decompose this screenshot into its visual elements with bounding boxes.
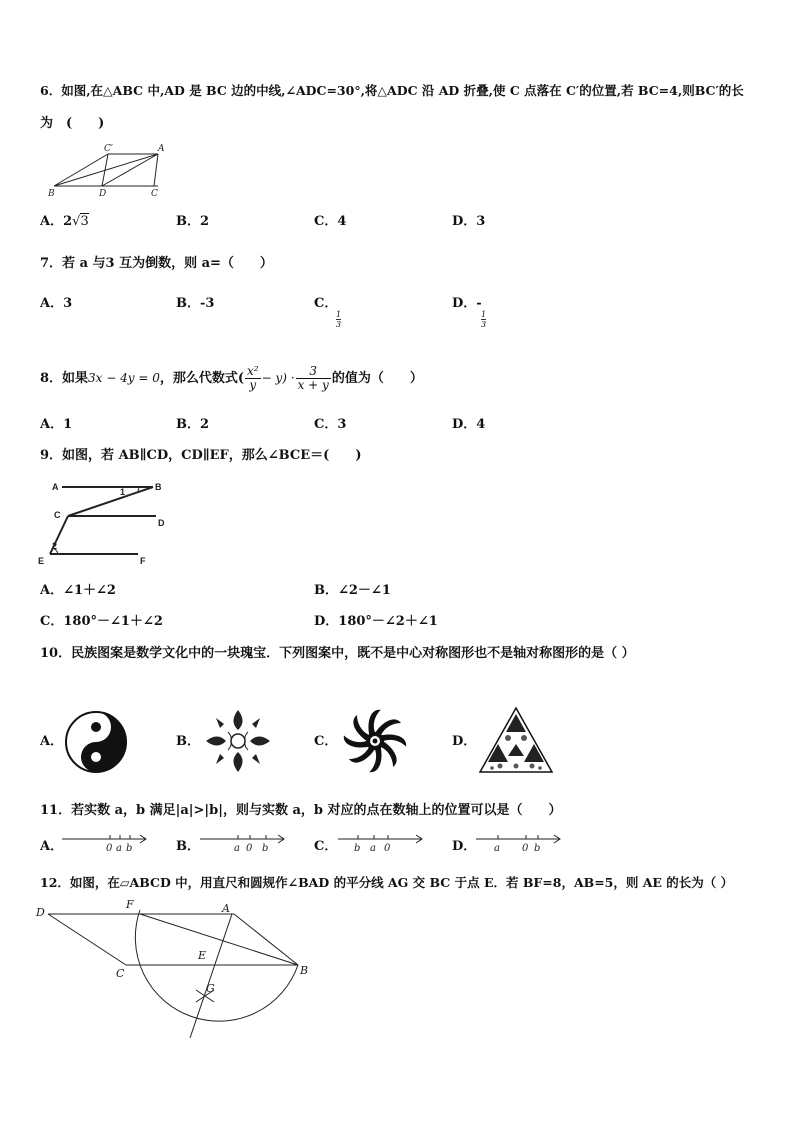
q6-option-a-radicand: 3 [80, 214, 89, 229]
q11-b-tick-1: a [234, 843, 240, 854]
q8-stem-mid: ，那么代数式( [159, 371, 245, 386]
q12-stem: 12．如图，在▱ABCD 中，用直尺和圆规作∠BAD 的平分线 AG 交 BC 于点 E．若 BF=8，AB=5，则 AE 的长为（ ） [40, 875, 734, 890]
q11-stem: 11．若实数 a，b 满足|a|>|b|，则与实数 a，b 对应的点在数轴上的位置可以是（ ） [40, 803, 562, 818]
q9-option-c[interactable]: C．180°－∠1＋∠2 [40, 614, 163, 629]
q6-stem-line1: 6．如图,在△ABC 中,AD 是 BC 边的中线,∠ADC=30°,将△ADC 沿 AD 折叠,使 C 点落在 C′的位置,若 BC=4,则BC′的长 [40, 83, 744, 98]
q6-figure [46, 142, 176, 202]
q11-option-c[interactable]: C． [314, 839, 338, 854]
q8-option-c[interactable]: C．3 [314, 417, 347, 432]
q9-label-angle1: 1 [120, 487, 126, 497]
q12-label-c: C [116, 967, 125, 980]
q12-figure [36, 898, 326, 1038]
q11-c-tick-2: a [370, 843, 376, 854]
pinwheel-flower-icon [340, 706, 410, 776]
q6-option-c[interactable]: C．4 [314, 214, 347, 229]
q10-option-d[interactable]: D． [452, 734, 477, 749]
q10-stem: 10．民族图案是数学文化中的一块瑰宝．下列图案中，既不是中心对称图形也不是轴对称图形的是（ ） [40, 646, 635, 661]
q9-figure [38, 478, 178, 568]
q7-option-b[interactable]: B．-3 [176, 296, 215, 311]
q8-fraction-2 [296, 365, 331, 392]
q7-c-frac-den: 3 [336, 320, 342, 329]
q9-label-f: F [140, 556, 146, 566]
q9-label-c: C [54, 510, 61, 520]
q7-d-frac-num: 1 [481, 310, 487, 319]
q7-option-d[interactable]: D．- [452, 296, 482, 311]
q12-label-e: E [198, 949, 207, 962]
q7-c-frac-num: 1 [336, 310, 342, 319]
q12-label-g: G [206, 982, 215, 995]
q12-label-f: F [126, 898, 134, 911]
q6-label-cprime: C′ [104, 144, 113, 154]
q8-equation: 3x − 4y = 0 [88, 371, 160, 385]
q9-stem: 9．如图，若 AB∥CD，CD∥EF，那么∠BCE＝( ) [40, 448, 362, 463]
q9-label-d: D [158, 518, 165, 528]
q6-option-d[interactable]: D．3 [452, 214, 486, 229]
q11-a-tick-3: b [126, 843, 133, 854]
q8-frac2-den: x + y [297, 378, 329, 392]
q9-label-angle2: 2 [52, 541, 58, 551]
q11-a-tick-1: 0 [106, 843, 113, 854]
q8-stem-prefix: 8．如果 [40, 371, 89, 386]
sqrt-icon: √ [72, 214, 81, 229]
q11-d-tick-1: a [494, 843, 500, 854]
q9-label-a: A [52, 482, 59, 492]
q11-number-line-c[interactable] [338, 832, 448, 852]
q12-label-d: D [36, 906, 45, 919]
q6-stem-line2: 为 ( ) [40, 116, 105, 131]
q10-option-c[interactable]: C． [314, 734, 338, 749]
q8-frac1-num: x² [247, 364, 259, 378]
q9-label-b: B [155, 482, 162, 492]
q12-label-a: A [222, 902, 230, 915]
q8-option-d[interactable]: D．4 [452, 417, 486, 432]
q6-label-a: A [158, 144, 165, 154]
q11-d-tick-3: b [534, 843, 541, 854]
q10-option-a[interactable]: A． [40, 734, 64, 749]
floral-cross-icon [202, 706, 274, 776]
q9-option-d[interactable]: D．180°－∠2＋∠1 [314, 614, 438, 629]
q6-label-c: C [151, 189, 158, 199]
q11-number-line-b[interactable] [200, 832, 290, 852]
q11-d-tick-2: 0 [522, 843, 529, 854]
q9-option-b[interactable]: B．∠2－∠1 [314, 583, 391, 598]
q8-frac1-den: y [249, 378, 257, 392]
q9-option-a[interactable]: A．∠1＋∠2 [40, 583, 116, 598]
q8-option-b[interactable]: B．2 [176, 417, 210, 432]
q6-label-d: D [99, 189, 107, 199]
q7-d-frac-den: 3 [481, 320, 487, 329]
q8-option-a[interactable]: A．1 [40, 417, 73, 432]
q7-option-d-fraction [481, 310, 486, 329]
q11-number-line-a[interactable] [62, 832, 152, 852]
q8-frac2-num: 3 [296, 365, 331, 379]
q7-option-c-fraction [336, 310, 341, 329]
q6-option-a[interactable] [40, 214, 89, 230]
q6-label-b: B [48, 189, 55, 199]
q6-option-a-prefix: A．2 [40, 214, 73, 229]
q11-b-tick-3: b [262, 843, 269, 854]
q8-stem-suffix: 的值为（ ） [331, 371, 423, 386]
q11-option-a[interactable]: A． [40, 839, 64, 854]
q7-stem: 7．若 a 与3 互为倒数，则 a=（ ） [40, 256, 273, 271]
q9-label-e: E [38, 556, 45, 566]
q11-option-d[interactable]: D． [452, 839, 477, 854]
q11-c-tick-1: b [354, 843, 361, 854]
q8-minus-y: − y) · [261, 371, 295, 385]
q12-label-b: B [300, 964, 309, 977]
sierpinski-triangle-icon [478, 706, 554, 774]
q7-option-a[interactable]: A．3 [40, 296, 73, 311]
q8-fraction-1 [245, 365, 261, 392]
q8-stem [40, 358, 423, 398]
q11-option-b[interactable]: B． [176, 839, 200, 854]
yin-yang-icon [64, 710, 128, 774]
q7-option-c[interactable]: C． [314, 296, 338, 311]
q11-number-line-d[interactable] [476, 832, 566, 852]
q6-option-b[interactable]: B．2 [176, 214, 210, 229]
q10-option-b[interactable]: B． [176, 734, 200, 749]
q11-a-tick-2: a [116, 843, 122, 854]
q11-b-tick-2: 0 [246, 843, 253, 854]
q11-c-tick-3: 0 [384, 843, 391, 854]
